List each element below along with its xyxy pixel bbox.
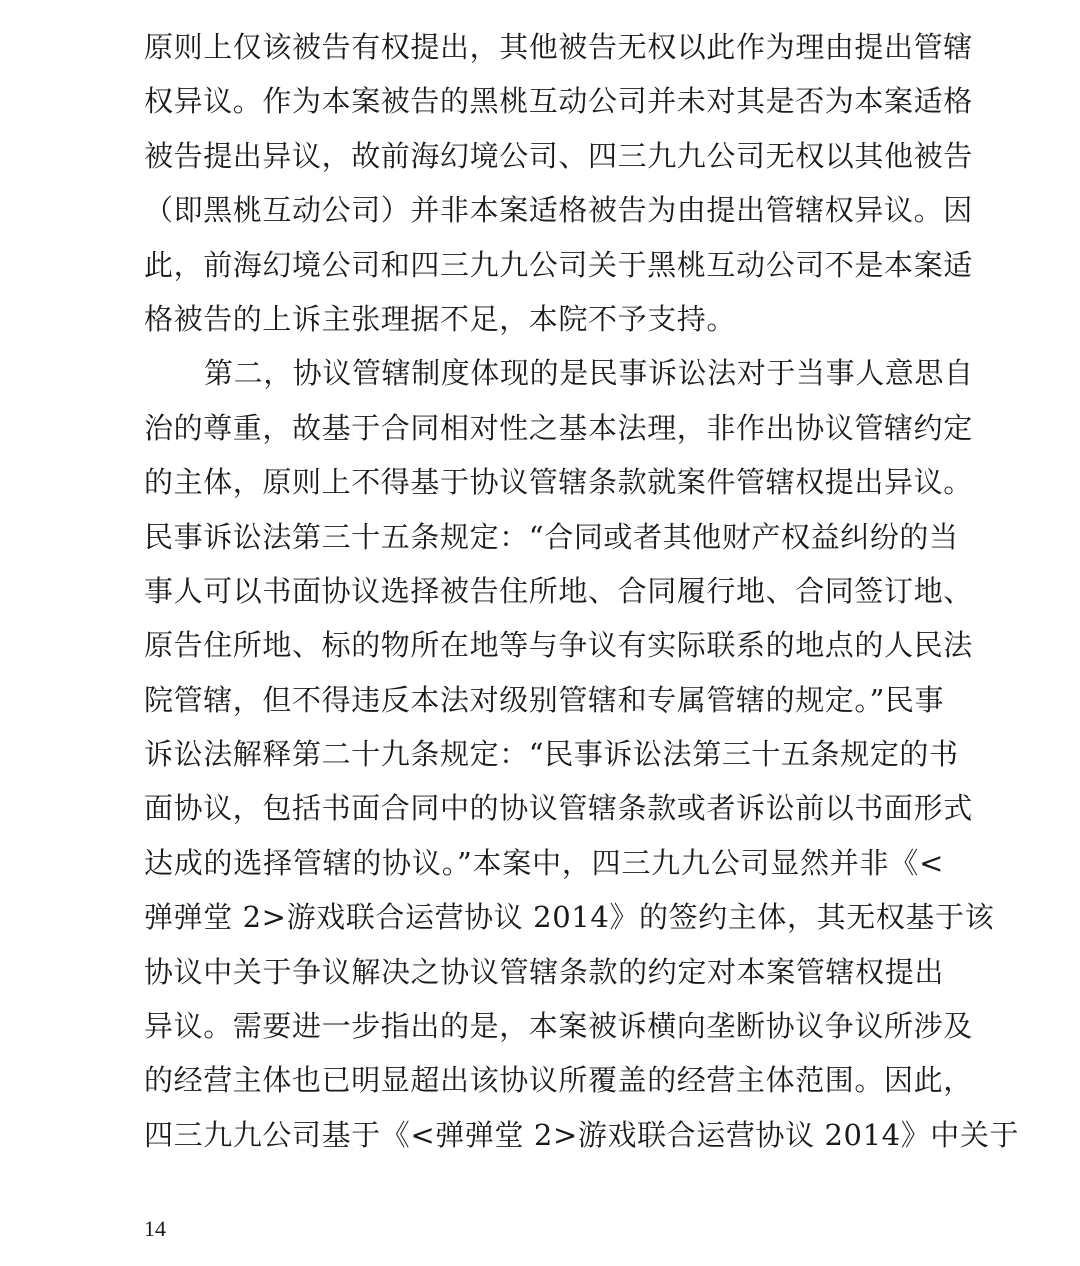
text-line: 治的尊重，故基于合同相对性之基本法理，非作出协议管辖约定: [144, 410, 973, 445]
text-line: 的经营主体也已明显超出该协议所覆盖的经营主体范围。因此，: [144, 1063, 973, 1098]
text-line: 事人可以书面协议选择被告住所地、合同履行地、合同签订地、: [144, 573, 973, 608]
text-line: 第二，协议管辖制度体现的是民事诉讼法对于当事人意思自: [204, 356, 974, 391]
text-line: 原告住所地、标的物所在地等与争议有实际联系的地点的人民法: [144, 628, 973, 663]
text-line: 民事诉讼法第三十五条规定：“合同或者其他财产权益纠纷的当: [144, 519, 959, 554]
text-line: 弹弹堂 2>游戏联合运营协议 2014》的签约主体，其无权基于该: [144, 900, 995, 935]
text-line: 院管辖，但不得违反本法对级别管辖和专属管辖的规定。”民事: [144, 682, 945, 717]
text-line: 原则上仅该被告有权提出，其他被告无权以此作为理由提出管辖: [144, 30, 973, 64]
page-number: 14: [144, 1216, 166, 1241]
text-line: 此，前海幻境公司和四三九九公司关于黑桃互动公司不是本案适: [144, 247, 973, 282]
text-line: 权异议。作为本案被告的黑桃互动公司并未对其是否为本案适格: [144, 84, 973, 119]
text-line: 的主体，原则上不得基于协议管辖条款就案件管辖权提出异议。: [144, 465, 973, 500]
text-line: 诉讼法解释第二十九条规定：“民事诉讼法第三十五条规定的书: [144, 737, 959, 772]
text-line: （即黑桃互动公司）并非本案适格被告为由提出管辖权异议。因: [144, 193, 973, 228]
text-line: 格被告的上诉主张理据不足，本院不予支持。: [144, 301, 737, 336]
body-text: [144, 20, 1020, 1162]
text-line: 达成的选择管辖的协议。”本案中，四三九九公司显然并非《<: [144, 845, 944, 880]
text-line: 协议中关于争议解决之协议管辖条款的约定对本案管辖权提出: [144, 954, 944, 989]
text-line: 异议。需要进一步指出的是，本案被诉横向垄断协议争议所涉及: [144, 1009, 973, 1044]
text-line: 四三九九公司基于《<弹弹堂 2>游戏联合运营协议 2014》中关于: [144, 1117, 1020, 1152]
text-line: 面协议，包括书面合同中的协议管辖条款或者诉讼前以书面形式: [144, 791, 973, 826]
text-line: 被告提出异议，故前海幻境公司、四三九九公司无权以其他被告: [144, 138, 973, 173]
